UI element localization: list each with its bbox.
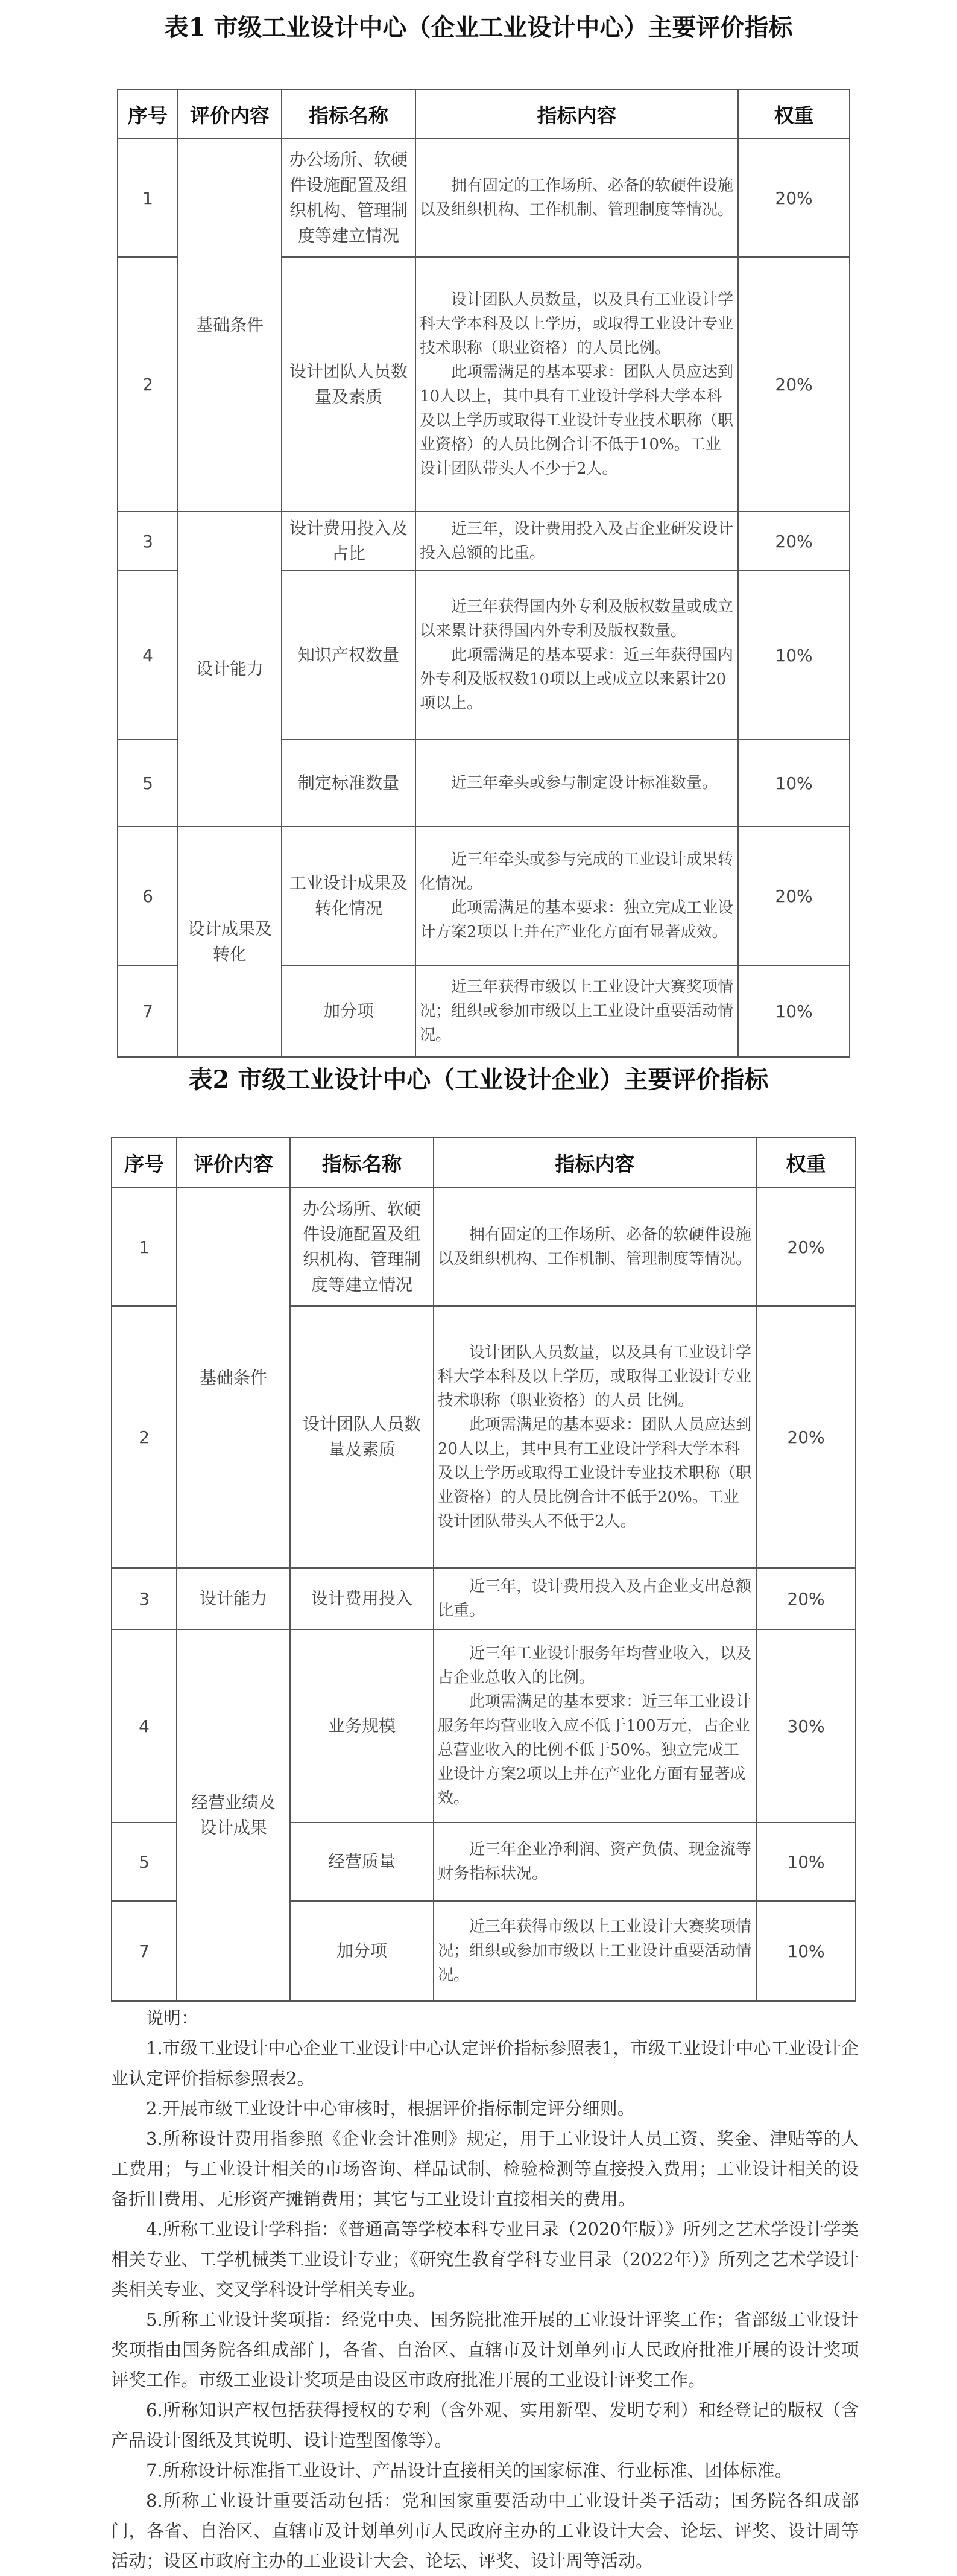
weight: 10% xyxy=(756,1823,856,1901)
content-paragraph: 此项需满足的基本要求：近三年工业设计服务年均营业收入应不低于100万元，占企业总营业收入的比例不低于50%。独立完成工业设计方案2项以上并在产业化方面有显著成效。 xyxy=(438,1693,752,1807)
indicator-name: 经营质量 xyxy=(290,1823,434,1901)
note-item: 6.所称知识产权包括获得授权的专利（含外观、实用新型、发明专利）和经登记的版权（含产品设计图纸及其说明、设计造型图像等）。 xyxy=(111,2400,859,2451)
header-weight: 权重 xyxy=(738,89,850,139)
table2-header-row xyxy=(112,1137,856,1188)
content-paragraph: 设计团队人员数量，以及具有工业设计学科大学本科及以上学历，或取得工业设计专业技术职称（职业资格）的人员比例。 xyxy=(420,291,734,357)
table1-header-row xyxy=(118,89,850,139)
table-row xyxy=(118,139,850,257)
indicator-content xyxy=(434,1629,756,1823)
group-label: 经营业绩及设计成果 xyxy=(177,1629,290,2001)
indicator-name: 设计团队人员数量及素质 xyxy=(282,257,415,512)
header-weight: 权重 xyxy=(756,1137,856,1188)
note-item: 7.所称设计标准指工业设计、产品设计直接相关的国家标准、行业标准、团体标准。 xyxy=(146,2460,792,2481)
group-label: 基础条件 xyxy=(178,139,282,512)
content-paragraph: 近三年工业设计服务年均营业收入，以及占企业总收入的比例。 xyxy=(438,1645,752,1687)
indicator-content xyxy=(415,571,738,740)
indicator-name: 知识产权数量 xyxy=(282,571,415,740)
note-item: 3.所称设计费用指参照《企业会计准则》规定，用于工业设计人员工资、奖金、津贴等的人工费用；与工业设计相关的市场咨询、样品试制、检验检测等直接投入费用；工业设计相关的设备折旧费用、无形资产摊销费用；其它与工业设计直接相关的费用。 xyxy=(111,2128,859,2209)
indicator-name: 办公场所、软硬件设施配置及组织机构、管理制度等建立情况 xyxy=(282,139,415,257)
weight: 20% xyxy=(756,1568,856,1629)
row-no: 2 xyxy=(118,257,178,512)
row-no: 3 xyxy=(118,512,178,571)
weight: 20% xyxy=(738,257,850,512)
content-paragraph: 近三年牵头或参与制定设计标准数量。 xyxy=(451,774,718,792)
group-label: 设计成果及转化 xyxy=(178,826,282,1057)
row-no: 4 xyxy=(112,1629,177,1823)
group-label: 设计能力 xyxy=(177,1568,290,1629)
table-row xyxy=(112,1188,856,1306)
group-label: 设计能力 xyxy=(178,512,282,826)
content-paragraph: 此项需满足的基本要求：独立完成工业设计方案2项以上并在产业化方面有显著成效。 xyxy=(420,899,734,941)
table-row xyxy=(118,512,850,571)
indicator-name: 设计费用投入 xyxy=(290,1568,434,1629)
content-paragraph: 近三年企业净利润、资产负债、现金流等财务指标状况。 xyxy=(438,1841,752,1883)
weight: 10% xyxy=(738,571,850,740)
header-eval-content: 评价内容 xyxy=(178,89,282,139)
indicator-content xyxy=(434,1901,756,2001)
indicator-content xyxy=(415,139,738,257)
row-no: 7 xyxy=(112,1901,177,2001)
indicator-content xyxy=(415,257,738,512)
header-indicator-content: 指标内容 xyxy=(434,1137,756,1188)
content-paragraph: 此项需满足的基本要求：团队人员应达到10人以上，其中具有工业设计学科大学本科及以上学历或取得工业设计专业技术职称（职业资格）的人员比例合计不低于10%。工业设计团队带头人不少于2人。 xyxy=(420,363,734,478)
content-paragraph: 近三年，设计费用投入及占企业研发设计投入总额的比重。 xyxy=(420,520,734,562)
weight: 20% xyxy=(738,512,850,571)
indicator-name: 设计团队人员数量及素质 xyxy=(290,1306,434,1568)
content-paragraph: 此项需满足的基本要求：近三年获得国内外专利及版权数10项以上或成立以来累计20项以上。 xyxy=(420,646,734,712)
weight: 20% xyxy=(738,826,850,965)
indicator-content xyxy=(434,1823,756,1901)
indicator-content xyxy=(415,826,738,965)
weight: 20% xyxy=(756,1188,856,1306)
table-row xyxy=(112,1629,856,1823)
weight: 30% xyxy=(756,1629,856,1823)
table-row xyxy=(118,826,850,965)
content-paragraph: 近三年获得市级以上工业设计大赛奖项情况；组织或参加市级以上工业设计重要活动情况。 xyxy=(420,978,734,1044)
note-item: 5.所称工业设计奖项指：经党中央、国务院批准开展的工业设计评奖工作；省部级工业设计奖项指由国务院各组成部门，各省、自治区、直辖市及计划单列市人民政府批准开展的设计奖项评奖工作。市级工业设计奖项是由设区市政府批准开展的工业设计评奖工作。 xyxy=(111,2309,859,2390)
content-paragraph: 近三年，设计费用投入及占企业支出总额比重。 xyxy=(438,1578,752,1620)
row-no: 3 xyxy=(112,1568,177,1629)
row-no: 7 xyxy=(118,965,178,1057)
row-no: 5 xyxy=(112,1823,177,1901)
indicator-content xyxy=(434,1568,756,1629)
indicator-name: 设计费用投入及占比 xyxy=(282,512,415,571)
header-indicator-name: 指标名称 xyxy=(282,89,415,139)
weight: 20% xyxy=(756,1306,856,1568)
indicator-content xyxy=(434,1188,756,1306)
header-eval-content: 评价内容 xyxy=(177,1137,290,1188)
row-no: 1 xyxy=(118,139,178,257)
row-no: 2 xyxy=(112,1306,177,1568)
row-no: 4 xyxy=(118,571,178,740)
weight: 10% xyxy=(756,1901,856,2001)
table-row xyxy=(112,1568,856,1629)
indicator-content xyxy=(415,740,738,826)
content-paragraph: 拥有固定的工作场所、必备的软硬件设施以及组织机构、工作机制、管理制度等情况。 xyxy=(420,177,734,219)
header-no: 序号 xyxy=(118,89,178,139)
group-label: 基础条件 xyxy=(177,1188,290,1568)
header-indicator-name: 指标名称 xyxy=(290,1137,434,1188)
notes-section xyxy=(111,2003,859,2576)
row-no: 1 xyxy=(112,1188,177,1306)
content-paragraph: 设计团队人员数量，以及具有工业设计学科大学本科及以上学历，或取得工业设计专业技术职称（职业资格）的人员 比例。 xyxy=(438,1344,752,1410)
content-paragraph: 拥有固定的工作场所、必备的软硬件设施以及组织机构、工作机制、管理制度等情况。 xyxy=(438,1226,752,1268)
indicator-name: 业务规模 xyxy=(290,1629,434,1823)
note-item: 8.所称工业设计重要活动包括：党和国家重要活动中工业设计类子活动；国务院各组成部门，各省、自治区、直辖市及计划单列市人民政府主办的工业设计大会、论坛、评奖、设计周等活动；设区市政府主办的工业设计大会、论坛、评奖、设计周等活动。 xyxy=(111,2490,859,2571)
note-item: 2.开展市级工业设计中心审核时，根据评价指标制定评分细则。 xyxy=(146,2098,635,2119)
table1 xyxy=(117,89,850,1058)
weight: 20% xyxy=(738,139,850,257)
content-paragraph: 此项需满足的基本要求：团队人员应达到20人以上，其中具有工业设计学科大学本科及以上学历或取得工业设计专业技术职称（职业资格）的人员比例合计不低于20%。工业设计团队带头人不低于2人。 xyxy=(438,1416,752,1531)
indicator-content xyxy=(415,965,738,1057)
note-item: 4.所称工业设计学科指：《普通高等学校本科专业目录（2020年版）》所列之艺术学设计学类相关专业、工学机械类工业设计专业；《研究生教育学科专业目录（2022年）》所列之艺术学设计类相关专业、交叉学科设计学相关专业。 xyxy=(111,2219,859,2300)
table2-title: 表2 市级工业设计中心（工业设计企业）主要评价指标 xyxy=(188,1065,769,1094)
indicator-name: 办公场所、软硬件设施配置及组织机构、管理制度等建立情况 xyxy=(290,1188,434,1306)
indicator-content xyxy=(415,512,738,571)
content-paragraph: 近三年获得市级以上工业设计大赛奖项情况；组织或参加市级以上工业设计重要活动情况。 xyxy=(438,1918,752,1984)
table2 xyxy=(111,1137,856,2002)
weight: 10% xyxy=(738,740,850,826)
row-no: 6 xyxy=(118,826,178,965)
header-indicator-content: 指标内容 xyxy=(415,89,738,139)
note-item: 1.市级工业设计中心企业工业设计中心认定评价指标参照表1，市级工业设计中心工业设计企业认定评价指标参照表2。 xyxy=(111,2038,859,2089)
content-paragraph: 近三年牵头或参与完成的工业设计成果转化情况。 xyxy=(420,851,734,893)
header-no: 序号 xyxy=(112,1137,177,1188)
indicator-name: 制定标准数量 xyxy=(282,740,415,826)
table1-title: 表1 市级工业设计中心（企业工业设计中心）主要评价指标 xyxy=(164,13,793,42)
weight: 10% xyxy=(738,965,850,1057)
indicator-name: 工业设计成果及转化情况 xyxy=(282,826,415,965)
indicator-name: 加分项 xyxy=(282,965,415,1057)
indicator-name: 加分项 xyxy=(290,1901,434,2001)
indicator-content xyxy=(434,1306,756,1568)
row-no: 5 xyxy=(118,740,178,826)
notes-heading: 说明： xyxy=(146,2008,199,2028)
content-paragraph: 近三年获得国内外专利及版权数量或成立以来累计获得国内外专利及版权数量。 xyxy=(420,598,734,640)
